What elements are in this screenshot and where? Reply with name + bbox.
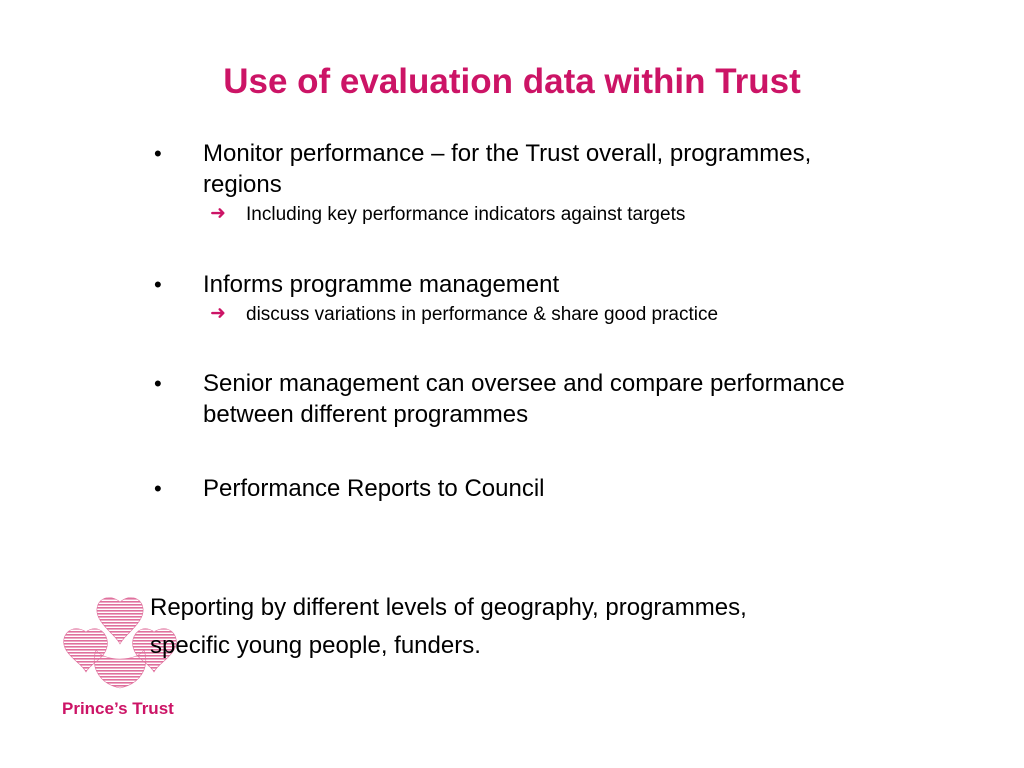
footer-line: specific young people, funders. — [150, 632, 481, 659]
arrow-right-icon: ➜ — [210, 203, 226, 224]
slide-title: Use of evaluation data within Trust — [223, 62, 801, 101]
bullet-marker: • — [154, 476, 162, 501]
sub-bullet-item — [150, 303, 870, 327]
sub-bullet-text: Including key performance indicators against targets — [246, 204, 686, 225]
bullet-marker: • — [154, 371, 162, 396]
footer-note — [150, 589, 890, 665]
bullet-text: Monitor performance – for the Trust overall, programmes, regions — [203, 140, 812, 198]
bullet-marker: • — [154, 141, 162, 166]
bullet-text: Senior management can oversee and compare performance between different programmes — [203, 370, 845, 428]
sub-bullet-text: discuss variations in performance & share good practice — [246, 304, 719, 325]
bullet-item — [150, 473, 870, 504]
footer-line: Reporting by different levels of geography, programmes, — [150, 594, 747, 621]
bullet-text: Performance Reports to Council — [203, 475, 545, 502]
bullet-marker: • — [154, 272, 162, 297]
bullet-list — [150, 138, 870, 504]
bullet-item — [150, 138, 870, 200]
bullet-item — [150, 269, 870, 300]
sub-bullet-item — [150, 203, 870, 227]
arrow-right-icon: ➜ — [210, 303, 226, 324]
logo-wordmark: Prince’s Trust — [62, 699, 174, 718]
bullet-item — [150, 368, 870, 430]
bullet-text: Informs programme management — [203, 271, 560, 298]
